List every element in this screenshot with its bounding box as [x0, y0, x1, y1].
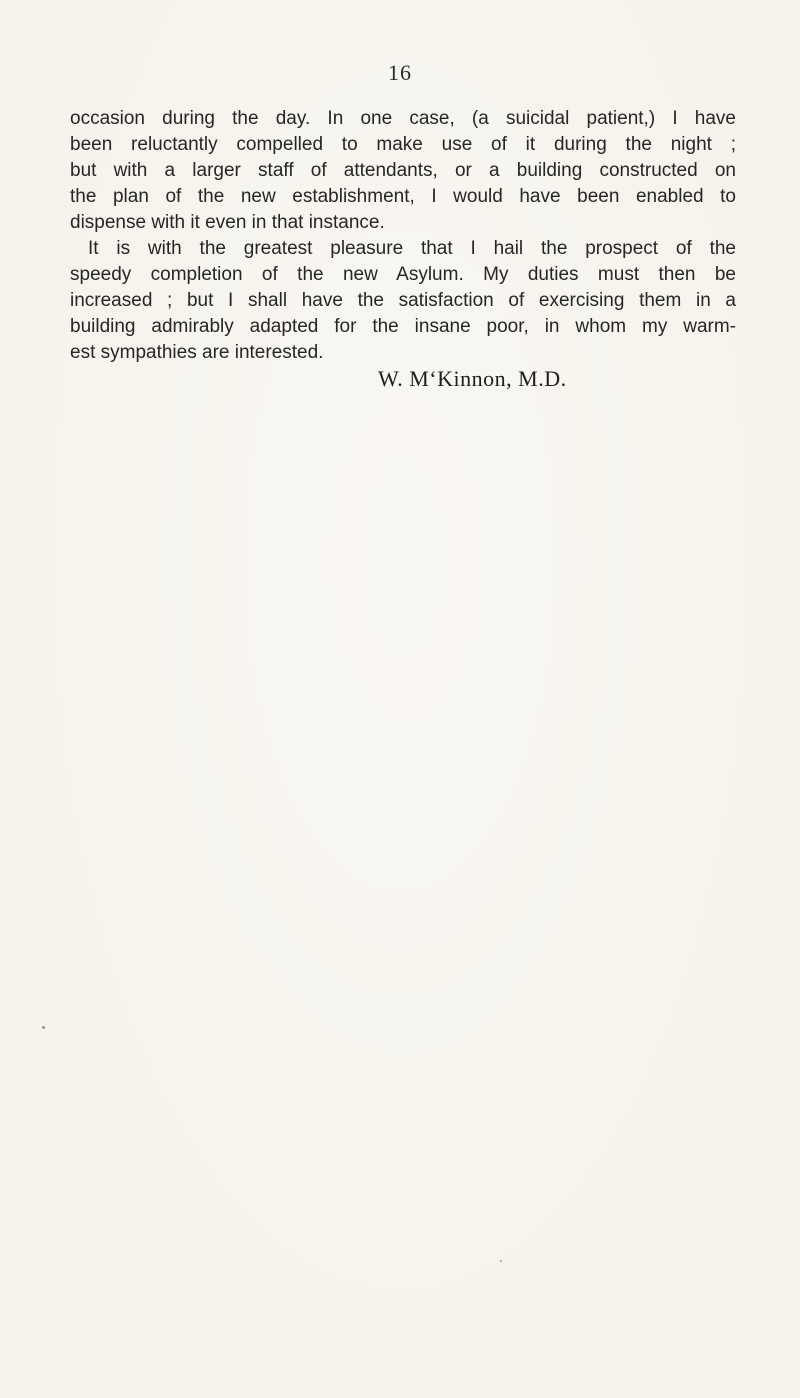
- paper-speck: [500, 1260, 502, 1262]
- text-line: It is with the greatest pleasure that I hail the prospect of the: [88, 238, 736, 259]
- text-line: the plan of the new establishment, I would have been enabled to: [70, 186, 736, 207]
- text-line: occasion during the day. In one case, (a suicidal patient,) I have: [70, 108, 736, 129]
- text-line: increased ; but I shall have the satisfaction of exercising them in a: [70, 290, 736, 311]
- text-line: speedy completion of the new Asylum. My duties must then be: [70, 264, 736, 285]
- paper-speck: [42, 1026, 45, 1029]
- text-line: building admirably adapted for the insane poor, in whom my warm-: [70, 316, 736, 337]
- page-number: 16: [388, 60, 412, 85]
- text-line: been reluctantly compelled to make use of it during the night ;: [70, 134, 736, 155]
- body-text: [70, 106, 736, 366]
- text-line: est sympathies are interested.: [70, 342, 324, 363]
- text-line: dispense with it even in that instance.: [70, 212, 385, 233]
- signature: W. M‘Kinnon, M.D.: [378, 366, 567, 391]
- text-line: but with a larger staff of attendants, or a building constructed on: [70, 160, 736, 181]
